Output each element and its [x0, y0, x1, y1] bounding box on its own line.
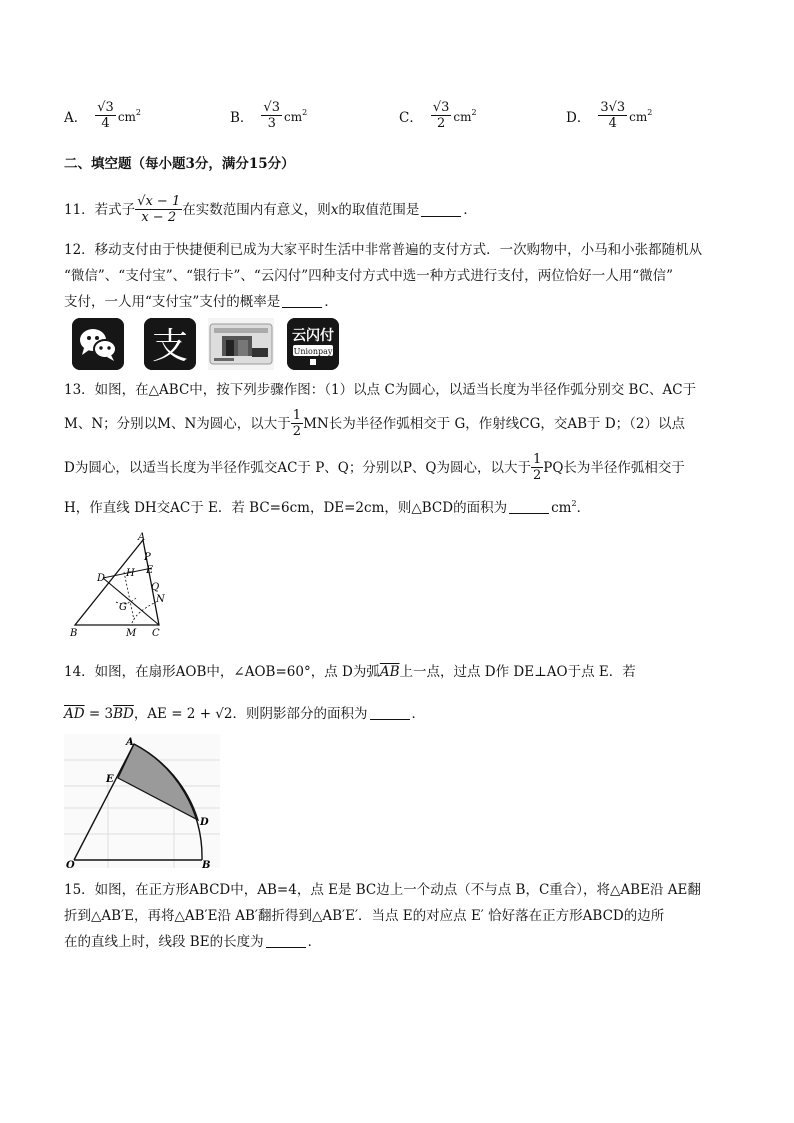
option-c: C． $\frac{√3}{2}$ $cm^2$ — [399, 100, 477, 131]
answer-blank — [421, 202, 461, 217]
question-13-line-2: M、N；分别以M、N为圆心，以大于 $\frac{1}{2}$ MN长为半径作弧相交于 G，作射线CG，交AB于 D；（2）以点 — [64, 408, 686, 439]
svg-text:Unionpay: Unionpay — [293, 347, 333, 356]
svg-text:B: B — [202, 860, 211, 868]
option-d-fraction: $\frac{3√3}{4}$ — [600, 100, 626, 131]
option-a-fraction: $\frac{√3}{4}$ — [97, 100, 114, 131]
question-14-line-2: $\overline{AD} = 3\overline{BD}$，AE = 2 + √2．则阴影部分的面积为 ． — [64, 706, 425, 722]
wechat-icon — [72, 318, 124, 370]
svg-text:E: E — [146, 565, 154, 576]
answer-blank — [282, 293, 322, 308]
q11-fraction: $\frac{√x - 1}{x - 2}$ — [137, 194, 181, 225]
question-14-line-1: 14．如图，在扇形AOB中，∠AOB=60°，点 D为弧$\overline{AB}$上一点，过点 D作 DE⊥AO于点 E．若 — [64, 664, 636, 680]
question-15-line-1: 15．如图，在正方形ABCD中，AB=4，点 E是 BC边上一个动点（不与点 B，C重合），将△ABE沿 AE翻 — [64, 882, 701, 898]
option-a-label: A． — [64, 109, 88, 126]
svg-text:H: H — [126, 568, 135, 579]
alipay-char: 支 — [151, 326, 189, 367]
svg-text:E: E — [106, 774, 114, 785]
option-a — [64, 100, 141, 131]
answer-blank — [509, 499, 549, 514]
question-13-line-1: 13．如图，在△ABC中，按下列步骤作图：（1）以点 C为圆心，以适当长度为半径作弧分别交 BC、AC于 — [64, 382, 697, 398]
question-12-line-3: 支付，一人用“支付宝”支付的概率是 ． — [64, 294, 338, 310]
svg-text:C: C — [152, 628, 160, 639]
svg-text:A: A — [138, 532, 146, 543]
option-a-unit: $cm^2$ — [117, 107, 142, 124]
svg-text:P: P — [144, 552, 151, 563]
svg-text:N: N — [156, 594, 165, 605]
svg-text:O: O — [66, 860, 75, 868]
svg-text:B: B — [70, 628, 78, 639]
question-11: 11．若式子 $\frac{√x - 1}{x - 2}$ 在实数范围内有意义，则 x 的取值范围是 ． — [64, 194, 477, 225]
svg-text:M: M — [126, 628, 137, 639]
svg-text:Q: Q — [151, 582, 160, 593]
bank-card-image — [208, 318, 274, 370]
half-fraction: $\frac{1}{2}$ — [292, 408, 302, 439]
option-b-fraction: $\frac{√3}{3}$ — [263, 100, 280, 131]
half-fraction: $\frac{1}{2}$ — [533, 452, 542, 483]
option-d: D． $\frac{3√3}{4}$ $cm^2$ — [566, 100, 653, 131]
alipay-icon — [144, 318, 196, 370]
question-12-line-2: “微信”、“支付宝”、“银行卡”、“云闪付”四种支付方式中选一种方式进行支付，两位恰好一人用“微信” — [64, 268, 674, 284]
question-13-line-3: D为圆心，以适当长度为半径作弧交AC于 P、Q；分别以P、Q为圆心，以大于 $\frac{1}{2}$ PQ长为半径作弧相交于 — [64, 452, 685, 483]
svg-text:云闪付: 云闪付 — [292, 328, 334, 344]
question-15-line-2: 折到△AB′E，再将△AB′E沿 AB′翻折得到△AB′E′．当点 E的对应点 E′ 恰好落在正方形ABCD的边所 — [64, 908, 665, 924]
sector-figure — [64, 734, 220, 868]
question-13-line-4: H，作直线 DH交AC于 E．若 BC=6cm，DE=2cm，则△BCD的面积为 $cm^2$． — [64, 499, 591, 516]
question-15-line-3: 在的直线上时，线段 BE的长度为 ． — [64, 934, 322, 950]
answer-blank — [370, 705, 410, 720]
question-12-line-1: 12．移动支付由于快捷便利已成为大家平时生活中非常普遍的支付方式．一次购物中，小马和小张都随机从 — [64, 242, 703, 258]
svg-text:D: D — [97, 573, 106, 584]
svg-text:A: A — [126, 737, 134, 748]
svg-text:D: D — [200, 817, 209, 828]
option-c-fraction: $\frac{√3}{2}$ — [432, 100, 450, 131]
section-heading: 二、填空题（每小题3分，满分15分） — [64, 156, 295, 172]
answer-blank — [266, 933, 306, 948]
unionpay-icon — [287, 318, 339, 370]
option-b: B． $\frac{√3}{3}$ $cm^2$ — [230, 100, 308, 131]
triangle-figure — [64, 532, 174, 640]
svg-text:G: G — [119, 602, 127, 613]
